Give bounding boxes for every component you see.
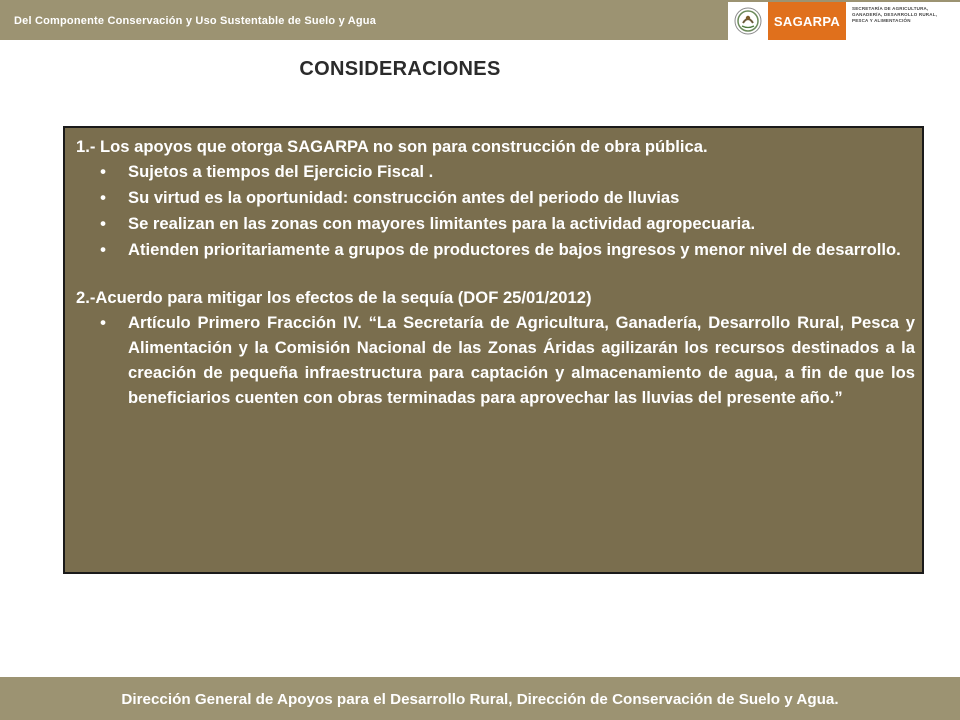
logo-brand: SAGARPA xyxy=(768,2,846,40)
bullet-item xyxy=(100,159,915,184)
logo-subtext-line: SECRETARÍA DE AGRICULTURA, xyxy=(852,6,929,11)
bullet-text: Atienden prioritariamente a grupos de productores de bajos ingresos y menor nivel de desarrollo. xyxy=(128,240,901,259)
header-text: Del Componente Conservación y Uso Sustentable de Suelo y Agua xyxy=(14,15,377,27)
footer-bar xyxy=(0,677,960,720)
section-spacer xyxy=(76,263,915,285)
logo-subtext-line: PESCA Y ALIMENTACIÓN xyxy=(852,18,911,23)
bullet-glyph: • xyxy=(100,214,106,233)
bullet-item xyxy=(100,237,915,262)
mexican-coat-of-arms-icon xyxy=(728,2,768,40)
bullet-glyph: • xyxy=(100,188,106,207)
section-2-heading: 2.-Acuerdo para mitigar los efectos de la sequía (DOF 25/01/2012) xyxy=(76,288,592,307)
bullet-text: Artículo Primero Fracción IV. “La Secretaría de Agricultura, Ganadería, Desarrollo Rural, Pesca y Alimentación y la Comisión Nacional de las Zonas Áridas agilizarán los recursos destinados a la creación de pequeña infraestructura para captación y almacenamiento de agua, a fin de que los beneficiarios cuenten con obras terminadas para aprovechar las lluvias del presente año.” xyxy=(128,313,915,407)
sagarpa-logo xyxy=(728,2,960,40)
header-bar xyxy=(0,0,960,40)
section-1-bullet-list xyxy=(76,159,915,262)
bullet-glyph: • xyxy=(100,313,106,332)
bullet-text: Su virtud es la oportunidad: construcción antes del periodo de lluvias xyxy=(128,188,680,207)
bullet-item xyxy=(100,310,915,410)
bullet-glyph: • xyxy=(100,162,106,181)
content-box xyxy=(63,126,924,574)
footer-text: Dirección General de Apoyos para el Desarrollo Rural, Dirección de Conservación de Suelo y Agua. xyxy=(121,691,839,708)
logo-subtext-line: GANADERÍA, DESARROLLO RURAL, xyxy=(852,12,938,17)
bullet-text: Se realizan en las zonas con mayores limitantes para la actividad agropecuaria. xyxy=(128,214,756,233)
logo-subtext xyxy=(846,2,960,40)
bullet-item xyxy=(100,185,915,210)
bullet-item xyxy=(100,211,915,236)
section-1-heading: 1.- Los apoyos que otorga SAGARPA no son para construcción de obra pública. xyxy=(76,137,708,156)
bullet-glyph: • xyxy=(100,240,106,259)
section-2-bullet-list xyxy=(76,310,915,410)
page-title: CONSIDERACIONES xyxy=(299,58,501,80)
bullet-text: Sujetos a tiempos del Ejercicio Fiscal . xyxy=(128,162,434,181)
